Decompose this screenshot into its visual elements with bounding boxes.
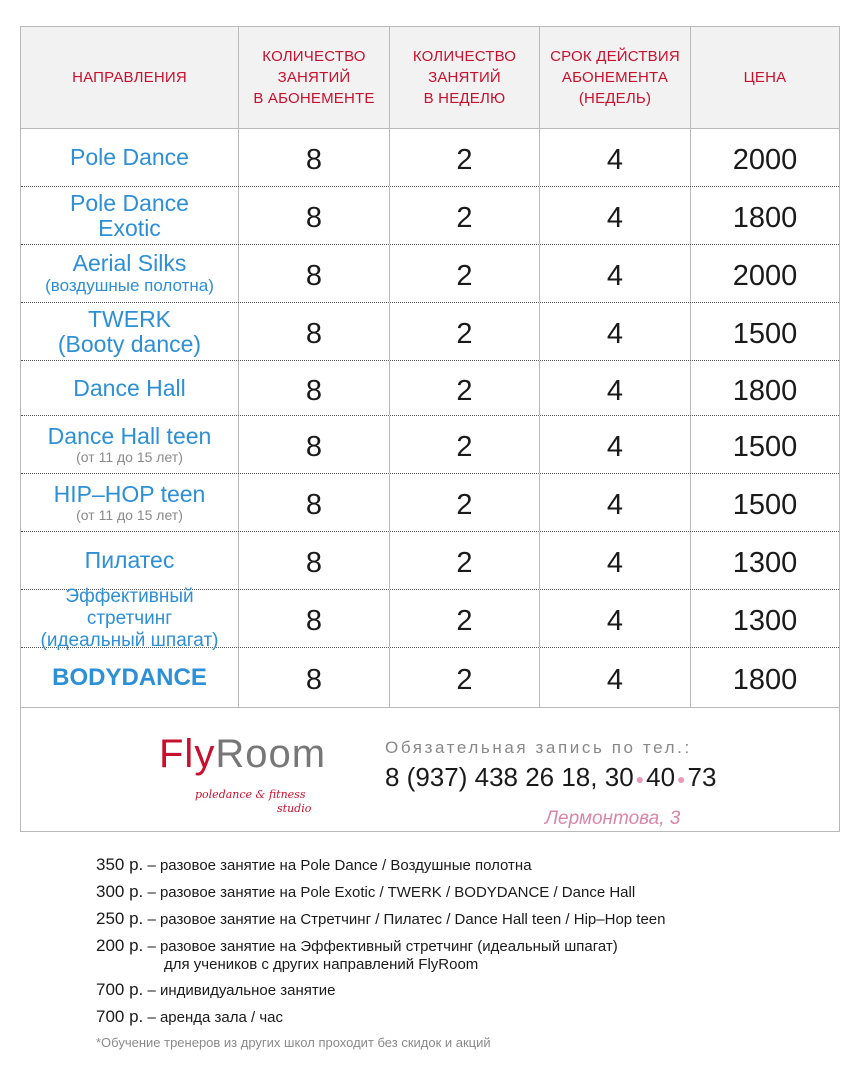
- header-validity-weeks: СРОК ДЕЙСТВИЯ АБОНЕМЕНТА (НЕДЕЛЬ): [540, 27, 691, 128]
- per-week-cell: 2: [390, 361, 540, 415]
- direction-subtitle: (идеальный шпагат): [40, 629, 219, 651]
- direction-subtitle: Exotic: [98, 214, 161, 241]
- price-cell: 1300: [732, 547, 798, 579]
- direction-cell: [21, 129, 239, 186]
- weeks-cell: 4: [540, 361, 691, 415]
- phone-label: Обязательная запись по тел.:: [385, 738, 692, 757]
- header-lessons-count: КОЛИЧЕСТВО ЗАНЯТИЙ В АБОНЕМЕНТЕ: [239, 27, 390, 128]
- note-item: 700 р. – индивидуальное занятие: [96, 980, 336, 999]
- flyroom-logo: [159, 732, 329, 815]
- table-row: [21, 474, 839, 532]
- per-week-cell: 2: [390, 474, 540, 531]
- address: Лермонтова, 3: [545, 808, 681, 829]
- direction-name: TWERK: [87, 305, 172, 332]
- logo-wordmark: FlyRoom: [159, 732, 327, 776]
- per-week-cell: 2: [390, 590, 540, 647]
- table-row: [21, 245, 839, 303]
- lessons-cell: 8: [239, 245, 390, 302]
- direction-cell: [21, 416, 239, 473]
- logo-tagline-studio: studio: [277, 802, 312, 815]
- lessons-cell: 8: [239, 129, 390, 186]
- weeks-cell: 4: [540, 532, 691, 589]
- phone-short-3: 73: [687, 762, 717, 792]
- price-cell: 1800: [732, 374, 798, 407]
- weeks-cell: 4: [540, 303, 691, 360]
- direction-name: Pole Dance: [70, 189, 189, 216]
- footnote: *Обучение тренеров из других школ проходит без скидок и акций: [96, 1035, 491, 1050]
- table-row: [21, 648, 839, 707]
- price-table: [20, 26, 840, 832]
- price-cell: 1800: [732, 202, 798, 234]
- phone-short-1: 30: [604, 762, 634, 792]
- lessons-cell: 8: [239, 303, 390, 360]
- lessons-cell: 8: [239, 648, 390, 707]
- contact-info: [385, 738, 717, 829]
- per-week-cell: 2: [390, 648, 540, 707]
- phone-short-2: 40: [646, 762, 676, 792]
- direction-subtitle: (от 11 до 15 лет): [76, 506, 183, 523]
- price-cell: 1300: [732, 605, 798, 637]
- direction-name: Pole Dance: [70, 144, 189, 170]
- lessons-cell: 8: [239, 474, 390, 531]
- note-item: 700 р. – аренда зала / час: [96, 1007, 283, 1026]
- weeks-cell: 4: [540, 590, 691, 647]
- table-row: [21, 416, 839, 474]
- note-item: 250 р. – разовое занятие на Стретчинг / Пилатес / Dance Hall teen / Hip–Hop teen: [96, 909, 666, 928]
- direction-cell: [21, 648, 239, 707]
- table-row: [21, 585, 839, 651]
- direction-name: BODYDANCE: [52, 664, 207, 691]
- direction-cell: [21, 361, 239, 415]
- lessons-cell: 8: [239, 187, 390, 244]
- phone-main[interactable]: 8 (937) 438 26 18,: [385, 762, 598, 792]
- note-item: 200 р. – разовое занятие на Эффективный стретчинг (идеальный шпагат): [96, 936, 618, 955]
- lessons-cell: 8: [239, 590, 390, 647]
- weeks-cell: 4: [540, 474, 691, 531]
- per-week-cell: 2: [390, 129, 540, 186]
- direction-cell: [21, 585, 239, 651]
- direction-name: Dance Hall: [73, 374, 186, 401]
- direction-name: Эффективный стретчинг: [65, 585, 194, 629]
- direction-subtitle: (от 11 до 15 лет): [76, 448, 183, 465]
- direction-subtitle: (воздушные полотна): [45, 276, 214, 295]
- lessons-cell: 8: [239, 361, 390, 415]
- price-cell: 1500: [732, 318, 798, 350]
- dot-icon: ●: [677, 771, 686, 788]
- direction-name: Dance Hall teen: [47, 422, 212, 449]
- weeks-cell: 4: [540, 648, 691, 707]
- weeks-cell: 4: [540, 187, 691, 244]
- price-cell: 2000: [732, 260, 798, 292]
- table-row: [21, 303, 839, 361]
- direction-name: Пилатес: [84, 547, 175, 573]
- single-visit-prices: [96, 852, 796, 1050]
- per-week-cell: 2: [390, 303, 540, 360]
- direction-cell: [21, 245, 239, 302]
- per-week-cell: 2: [390, 532, 540, 589]
- direction-cell: [21, 532, 239, 589]
- note-item: 350 р. – разовое занятие на Pole Dance / Воздушные полотна: [96, 855, 532, 874]
- note-item: 300 р. – разовое занятие на Pole Exotic / TWERK / BODYDANCE / Dance Hall: [96, 882, 636, 901]
- contact-block: [21, 707, 839, 832]
- direction-name: HIP–HOP teen: [53, 480, 206, 507]
- direction-subtitle: (Booty dance): [57, 330, 202, 357]
- direction-cell: [21, 303, 239, 360]
- note-continuation: для учеников с других направлений FlyRoom: [164, 956, 479, 973]
- direction-cell: [21, 187, 239, 244]
- price-cell: 1500: [732, 431, 798, 463]
- weeks-cell: 4: [540, 129, 691, 186]
- table-row: [21, 361, 839, 416]
- table-row: [21, 129, 839, 187]
- table-row: [21, 187, 839, 245]
- weeks-cell: 4: [540, 416, 691, 473]
- header-directions: НАПРАВЛЕНИЯ: [21, 27, 239, 128]
- table-body: [21, 129, 839, 707]
- direction-cell: [21, 474, 239, 531]
- per-week-cell: 2: [390, 245, 540, 302]
- header-price: ЦЕНА: [743, 69, 787, 86]
- price-cell: 1500: [732, 489, 798, 521]
- dot-icon: ●: [635, 771, 645, 788]
- price-cell: 2000: [732, 144, 798, 176]
- weeks-cell: 4: [540, 245, 691, 302]
- phone-numbers[interactable]: [385, 762, 715, 793]
- per-week-cell: 2: [390, 416, 540, 473]
- logo-tagline: poledance & fitness: [195, 788, 306, 801]
- lessons-cell: 8: [239, 532, 390, 589]
- header-lessons-per-week: КОЛИЧЕСТВО ЗАНЯТИЙ В НЕДЕЛЮ: [390, 27, 540, 128]
- table-header: [21, 27, 839, 129]
- lessons-cell: 8: [239, 416, 390, 473]
- price-cell: 1800: [732, 664, 798, 696]
- table-row: [21, 532, 839, 590]
- direction-name: Aerial Silks: [72, 250, 187, 276]
- per-week-cell: 2: [390, 187, 540, 244]
